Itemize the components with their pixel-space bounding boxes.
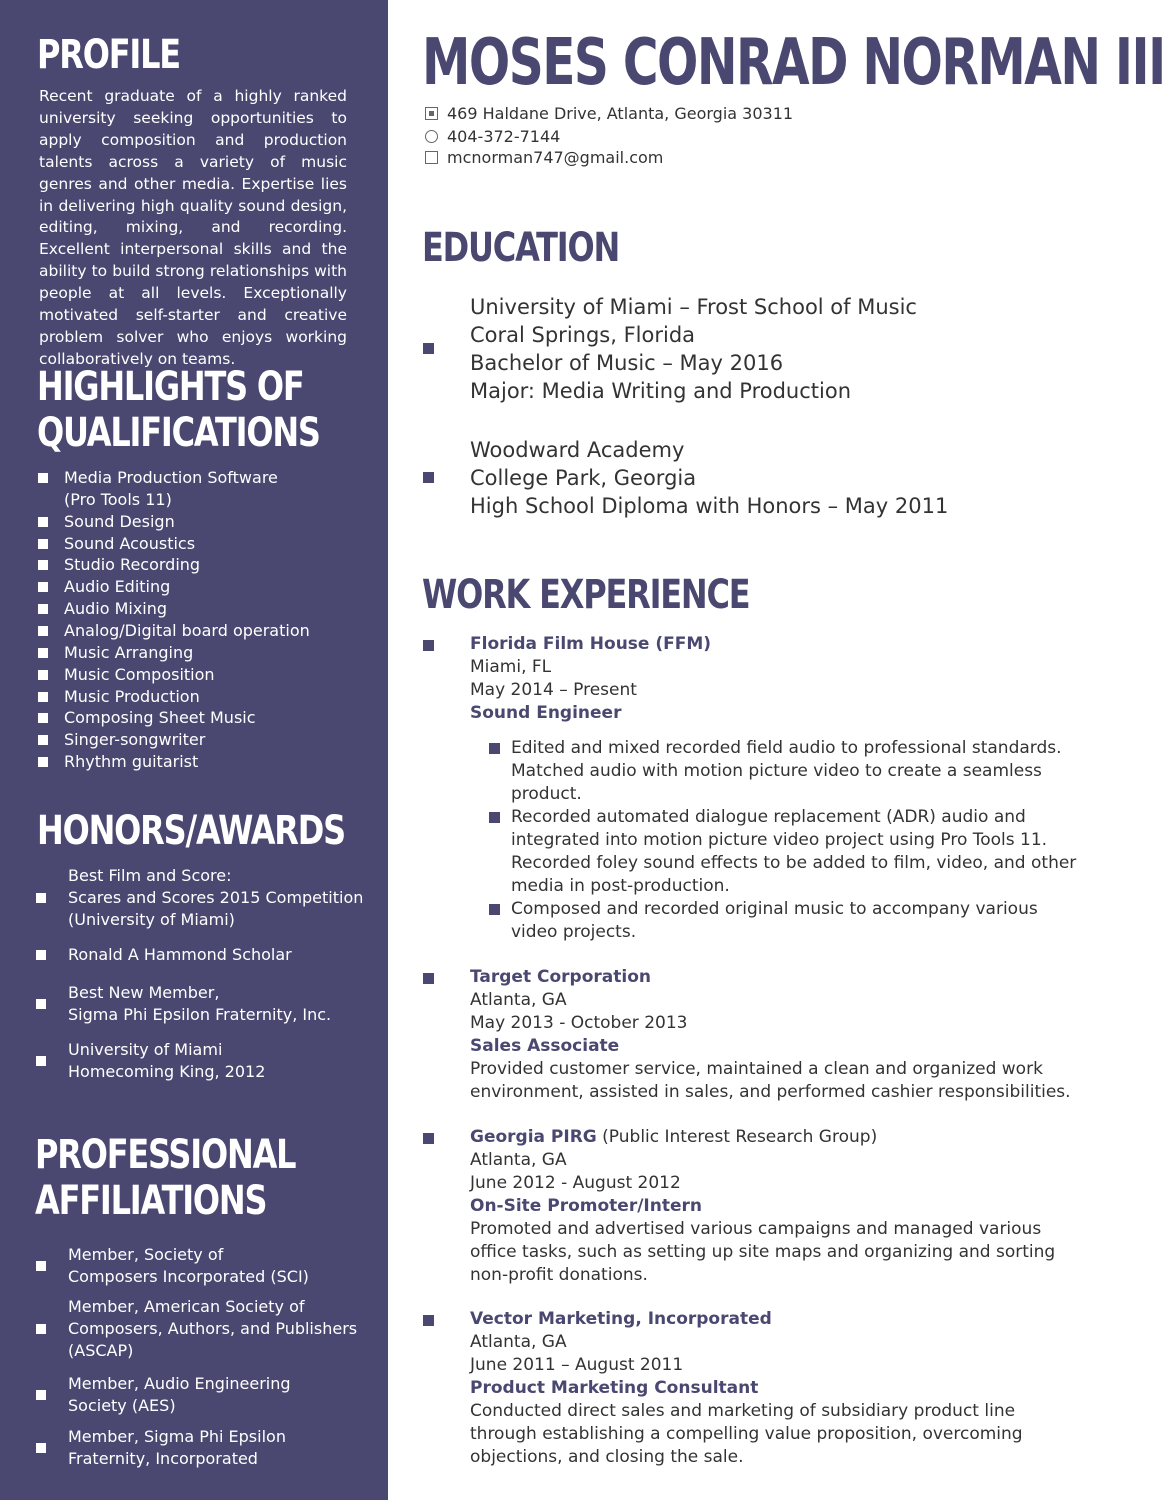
bullet-square-icon bbox=[38, 735, 48, 745]
education-entry bbox=[470, 293, 917, 405]
list-item bbox=[64, 751, 198, 773]
job-company-line bbox=[470, 966, 1050, 989]
bullet-square-icon bbox=[36, 1443, 46, 1453]
list-item-line: Singer-songwriter bbox=[64, 730, 206, 750]
education-line: Woodward Academy bbox=[470, 438, 685, 462]
bullet-square-icon bbox=[423, 973, 434, 984]
bullet-square-icon bbox=[38, 473, 48, 483]
duty-line: Recorded foley sound effects to be added to film, video, and other bbox=[511, 853, 1077, 873]
bullet-square-icon bbox=[38, 692, 48, 702]
duty-line: integrated into motion picture video project using Pro Tools 11. bbox=[511, 830, 1048, 850]
email-link[interactable]: mcnorman747@gmail.com bbox=[447, 148, 664, 167]
bullet-square-icon bbox=[36, 1056, 46, 1066]
duty-line: product. bbox=[511, 784, 582, 804]
job-company-note: (Public Interest Research Group) bbox=[596, 1127, 878, 1147]
job-description-line: non-profit donations. bbox=[470, 1265, 648, 1285]
job-location: Atlanta, GA bbox=[470, 990, 567, 1010]
list-item bbox=[64, 707, 256, 729]
bullet-square-icon bbox=[423, 1315, 434, 1326]
list-item-line: Member, Audio Engineering bbox=[68, 1374, 291, 1393]
bullet-square-icon bbox=[38, 670, 48, 680]
list-item-line: Ronald A Hammond Scholar bbox=[68, 945, 292, 964]
list-item bbox=[64, 467, 278, 511]
list-item-line: Scares and Scores 2015 Competition bbox=[68, 888, 364, 907]
list-item bbox=[68, 1296, 357, 1362]
list-item bbox=[64, 664, 215, 686]
job-dates: June 2011 – August 2011 bbox=[470, 1355, 684, 1375]
bullet-square-icon bbox=[423, 1133, 434, 1144]
list-item bbox=[68, 1244, 309, 1288]
job-dates: June 2012 - August 2012 bbox=[470, 1173, 681, 1193]
envelope-icon bbox=[425, 151, 438, 164]
duty-line: Recorded automated dialogue replacement (ADR) audio and bbox=[511, 807, 1026, 827]
job-company-line bbox=[470, 1126, 1050, 1149]
bullet-square-icon bbox=[38, 604, 48, 614]
list-item bbox=[64, 729, 205, 751]
list-item-line: Fraternity, Incorporated bbox=[68, 1449, 258, 1468]
job-title: Sales Associate bbox=[470, 1036, 620, 1056]
bullet-square-icon bbox=[423, 640, 434, 651]
duty-item bbox=[511, 806, 1077, 898]
list-item-line: Music Production bbox=[64, 686, 200, 706]
address-text: 469 Haldane Drive, Atlanta, Georgia 30311 bbox=[447, 104, 794, 123]
job-company-line bbox=[470, 1308, 1050, 1331]
contact-phone bbox=[425, 126, 560, 148]
heading-line: PROFESSIONAL bbox=[35, 1132, 296, 1178]
job-location: Atlanta, GA bbox=[470, 1150, 567, 1170]
education-line: Coral Springs, Florida bbox=[470, 323, 696, 347]
list-item-line: Society (AES) bbox=[68, 1396, 176, 1415]
duty-item bbox=[511, 737, 1062, 806]
bullet-square-icon bbox=[36, 1390, 46, 1400]
job-description-line: through establishing a compelling value proposition, overcoming bbox=[470, 1424, 1023, 1444]
job-company: Georgia PIRG bbox=[470, 1127, 597, 1147]
heading-line: AFFILIATIONS bbox=[35, 1178, 267, 1224]
job-description-line: Promoted and advertised various campaigns and managed various bbox=[470, 1219, 1042, 1239]
duty-line: media in post-production. bbox=[511, 876, 730, 896]
heading-line: QUALIFICATIONS bbox=[37, 410, 320, 456]
list-item-line: Homecoming King, 2012 bbox=[68, 1062, 266, 1081]
bullet-square-icon bbox=[38, 757, 48, 767]
list-item-line: Best New Member, bbox=[68, 983, 220, 1002]
job-description-line: objections, and closing the sale. bbox=[470, 1447, 744, 1467]
job-entry bbox=[470, 633, 1050, 725]
duty-line: Composed and recorded original music to accompany various bbox=[511, 899, 1038, 919]
list-item bbox=[68, 944, 292, 966]
list-item bbox=[64, 642, 193, 664]
job-description-line: environment, assisted in sales, and performed cashier responsibilities. bbox=[470, 1082, 1071, 1102]
phone-text: 404-372-7144 bbox=[447, 127, 561, 146]
list-item-line: Audio Editing bbox=[64, 577, 171, 597]
list-item-line: (University of Miami) bbox=[68, 910, 235, 929]
list-item bbox=[64, 533, 195, 555]
list-item bbox=[64, 576, 170, 598]
list-item-line: Music Arranging bbox=[64, 642, 194, 662]
bullet-square-icon bbox=[423, 472, 434, 483]
home-icon bbox=[425, 107, 438, 120]
list-item-line: Sound Acoustics bbox=[64, 533, 196, 553]
list-item-line: Studio Recording bbox=[64, 555, 201, 575]
list-item-line: (Pro Tools 11) bbox=[64, 490, 172, 509]
list-item-line: (ASCAP) bbox=[68, 1341, 134, 1360]
list-item-line: Member, Sigma Phi Epsilon bbox=[68, 1427, 286, 1446]
list-item-line: Composers Incorporated (SCI) bbox=[68, 1267, 309, 1286]
list-item-line: Composers, Authors, and Publishers bbox=[68, 1319, 358, 1338]
job-entry bbox=[470, 1308, 1050, 1469]
education-entry bbox=[470, 436, 948, 520]
profile-text: Recent graduate of a highly ranked university seeking opportunities to apply composition and production talents across a variety of music genres and other media. Expertise lies in delivering high quality sound design, editing, mixing, and recording. Excellent interpersonal skills and the ability to build strong relationships with people at all levels. Exceptionally motivated self-starter and creative problem solver who enjoys working collaboratively on teams. bbox=[39, 87, 347, 368]
page-title: MOSES CONRAD NORMAN III bbox=[422, 26, 1165, 100]
bullet-square-icon bbox=[423, 343, 434, 354]
highlights-heading bbox=[37, 364, 320, 456]
education-line: College Park, Georgia bbox=[470, 466, 697, 490]
list-item-line: Best Film and Score: bbox=[68, 866, 232, 885]
affiliations-heading bbox=[35, 1132, 295, 1224]
list-item-line: Analog/Digital board operation bbox=[64, 620, 310, 640]
job-entry bbox=[470, 1126, 1056, 1287]
job-title: Product Marketing Consultant bbox=[470, 1378, 759, 1398]
education-line: University of Miami – Frost School of Music bbox=[470, 295, 917, 319]
bullet-square-icon bbox=[489, 904, 500, 915]
education-line: Bachelor of Music – May 2016 bbox=[470, 351, 784, 375]
job-description-line: office tasks, such as setting up site maps and organizing and sorting bbox=[470, 1242, 1056, 1262]
bullet-square-icon bbox=[36, 999, 46, 1009]
job-location: Atlanta, GA bbox=[470, 1332, 567, 1352]
duty-line: video projects. bbox=[511, 922, 637, 942]
bullet-square-icon bbox=[38, 582, 48, 592]
profile-heading: PROFILE bbox=[37, 32, 180, 78]
duty-line: Edited and mixed recorded field audio to professional standards. bbox=[511, 738, 1062, 758]
job-entry bbox=[470, 966, 1071, 1104]
duty-item bbox=[511, 898, 1051, 944]
list-item bbox=[68, 1426, 286, 1470]
list-item bbox=[64, 554, 200, 576]
list-item-line: University of Miami bbox=[68, 1040, 223, 1059]
list-item bbox=[68, 1373, 291, 1417]
bullet-square-icon bbox=[36, 950, 46, 960]
job-dates: May 2014 – Present bbox=[470, 680, 637, 700]
bullet-square-icon bbox=[38, 648, 48, 658]
list-item-line: Sound Design bbox=[64, 511, 175, 531]
job-description-line: Provided customer service, maintained a clean and organized work bbox=[470, 1059, 1043, 1079]
list-item bbox=[64, 620, 310, 642]
job-title: On-Site Promoter/Intern bbox=[470, 1196, 702, 1216]
list-item-line: Sigma Phi Epsilon Fraternity, Inc. bbox=[68, 1005, 332, 1024]
job-dates: May 2013 - October 2013 bbox=[470, 1013, 688, 1033]
list-item-line: Member, Society of bbox=[68, 1245, 224, 1264]
list-item-line: Music Composition bbox=[64, 664, 215, 684]
sidebar bbox=[0, 0, 388, 1500]
list-item bbox=[64, 686, 200, 708]
list-item-line: Composing Sheet Music bbox=[64, 708, 256, 728]
list-item bbox=[64, 511, 175, 533]
bullet-square-icon bbox=[489, 812, 500, 823]
bullet-square-icon bbox=[38, 626, 48, 636]
duty-line: Matched audio with motion picture video to create a seamless bbox=[511, 761, 1042, 781]
job-company: Vector Marketing, Incorporated bbox=[470, 1309, 772, 1329]
bullet-square-icon bbox=[489, 743, 500, 754]
bullet-square-icon bbox=[38, 517, 48, 527]
heading-line: HIGHLIGHTS OF bbox=[37, 364, 304, 410]
list-item-line: Member, American Society of bbox=[68, 1297, 305, 1316]
job-location: Miami, FL bbox=[470, 657, 552, 677]
list-item-line: Media Production Software bbox=[64, 468, 278, 487]
list-item-line: Rhythm guitarist bbox=[64, 752, 199, 772]
list-item bbox=[64, 598, 167, 620]
education-line: Major: Media Writing and Production bbox=[470, 379, 852, 403]
job-company-line bbox=[470, 633, 1050, 656]
education-heading: EDUCATION bbox=[422, 225, 620, 271]
education-line: High School Diploma with Honors – May 2011 bbox=[470, 494, 949, 518]
bullet-square-icon bbox=[38, 713, 48, 723]
contact-email bbox=[425, 147, 663, 169]
contact-address bbox=[425, 103, 793, 125]
phone-icon bbox=[425, 130, 438, 143]
job-company: Target Corporation bbox=[470, 967, 651, 987]
work-heading: WORK EXPERIENCE bbox=[422, 572, 750, 618]
honors-heading: HONORS/AWARDS bbox=[37, 808, 345, 854]
job-description-line: Conducted direct sales and marketing of subsidiary product line bbox=[470, 1401, 1016, 1421]
list-item bbox=[68, 982, 331, 1026]
bullet-square-icon bbox=[36, 893, 46, 903]
list-item bbox=[68, 1039, 265, 1083]
list-item-line: Audio Mixing bbox=[64, 599, 168, 619]
job-company: Florida Film House (FFM) bbox=[470, 634, 712, 654]
bullet-square-icon bbox=[36, 1324, 46, 1334]
bullet-square-icon bbox=[38, 560, 48, 570]
bullet-square-icon bbox=[38, 539, 48, 549]
bullet-square-icon bbox=[36, 1261, 46, 1271]
job-title: Sound Engineer bbox=[470, 703, 622, 723]
list-item bbox=[68, 865, 363, 931]
